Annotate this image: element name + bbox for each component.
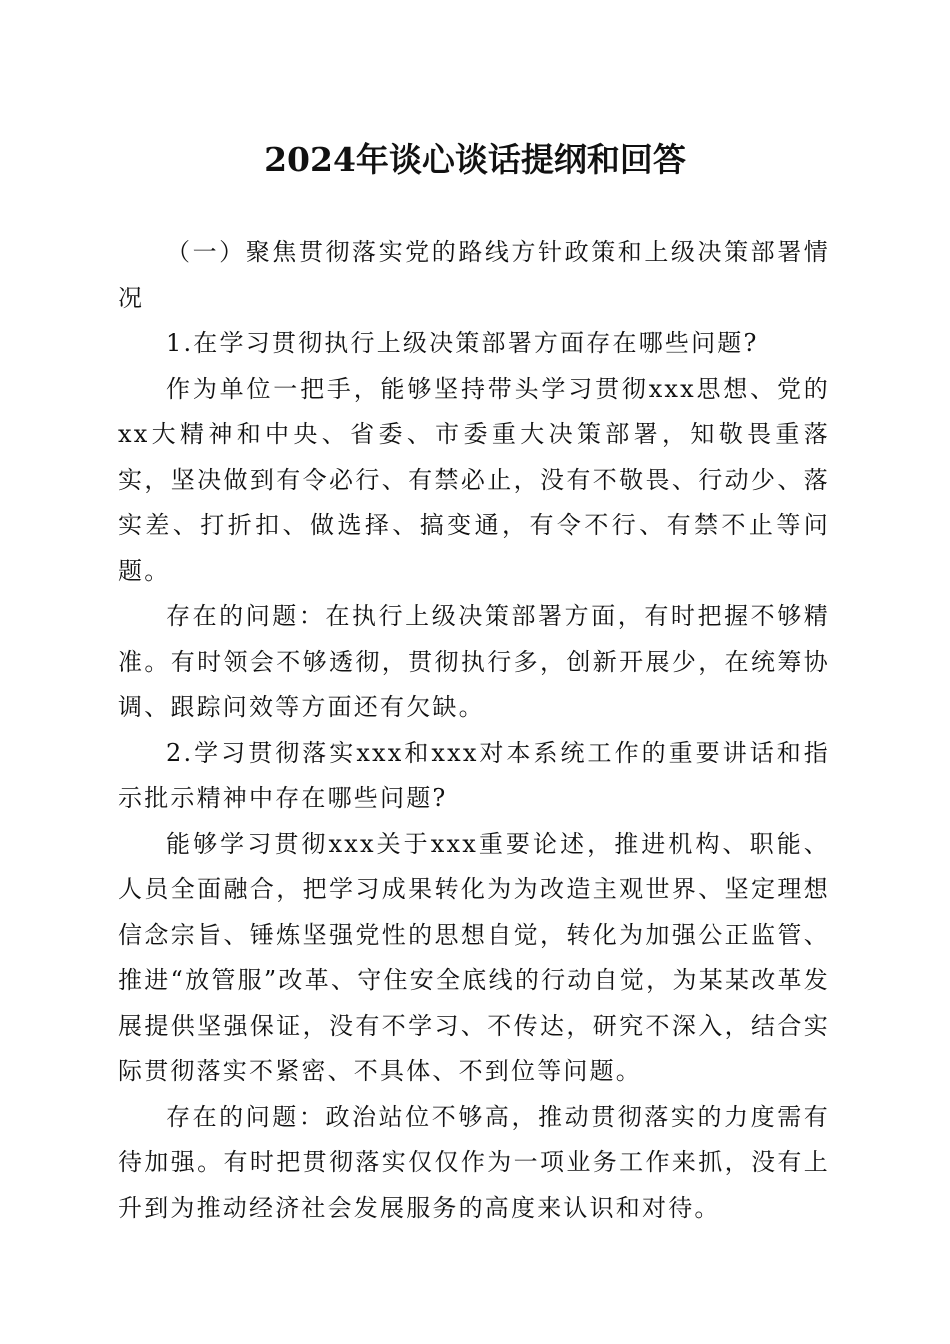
- section-heading: （一）聚焦贯彻落实党的路线方针政策和上级决策部署情况: [118, 238, 830, 312]
- question-1: 1.在学习贯彻执行上级决策部署方面存在哪些问题?: [166, 329, 759, 357]
- answer-2: 能够学习贯彻xxx关于xxx重要论述，推进机构、职能、人员全面融合，把学习成果转化为为改造主观世界、坚定理想信念宗旨、锤炼坚强党性的思想自觉，转化为加强公正监管、推进“放管服”改革、守住安全底线的行动自觉，为某某改革发展提供坚强保证，没有不学习、不传达，研究不深入，结合实际贯彻落实不紧密、不具体、不到位等问题。: [118, 829, 830, 1085]
- document-body: [118, 230, 830, 1231]
- question-2: 2.学习贯彻落实xxx和xxx对本系统工作的重要讲话和指示批示精神中存在哪些问题?: [118, 738, 830, 812]
- problem-2: 存在的问题：政治站位不够高，推动贯彻落实的力度需有待加强。有时把贯彻落实仅仅作为一项业务工作来抓，没有上升到为推动经济社会发展服务的高度来认识和对待。: [118, 1102, 830, 1222]
- document-title: 2024年谈心谈话提纲和回答: [264, 140, 686, 179]
- answer-1: 作为单位一把手，能够坚持带头学习贯彻xxx思想、党的xx大精神和中央、省委、市委重大决策部署，知敬畏重落实，坚决做到有令必行、有禁必止，没有不敬畏、行动少、落实差、打折扣、做选择、搞变通，有令不行、有禁不止等问题。: [118, 374, 830, 585]
- problem-1: 存在的问题：在执行上级决策部署方面，有时把握不够精准。有时领会不够透彻，贯彻执行多，创新开展少，在统筹协调、跟踪问效等方面还有欠缺。: [118, 602, 830, 721]
